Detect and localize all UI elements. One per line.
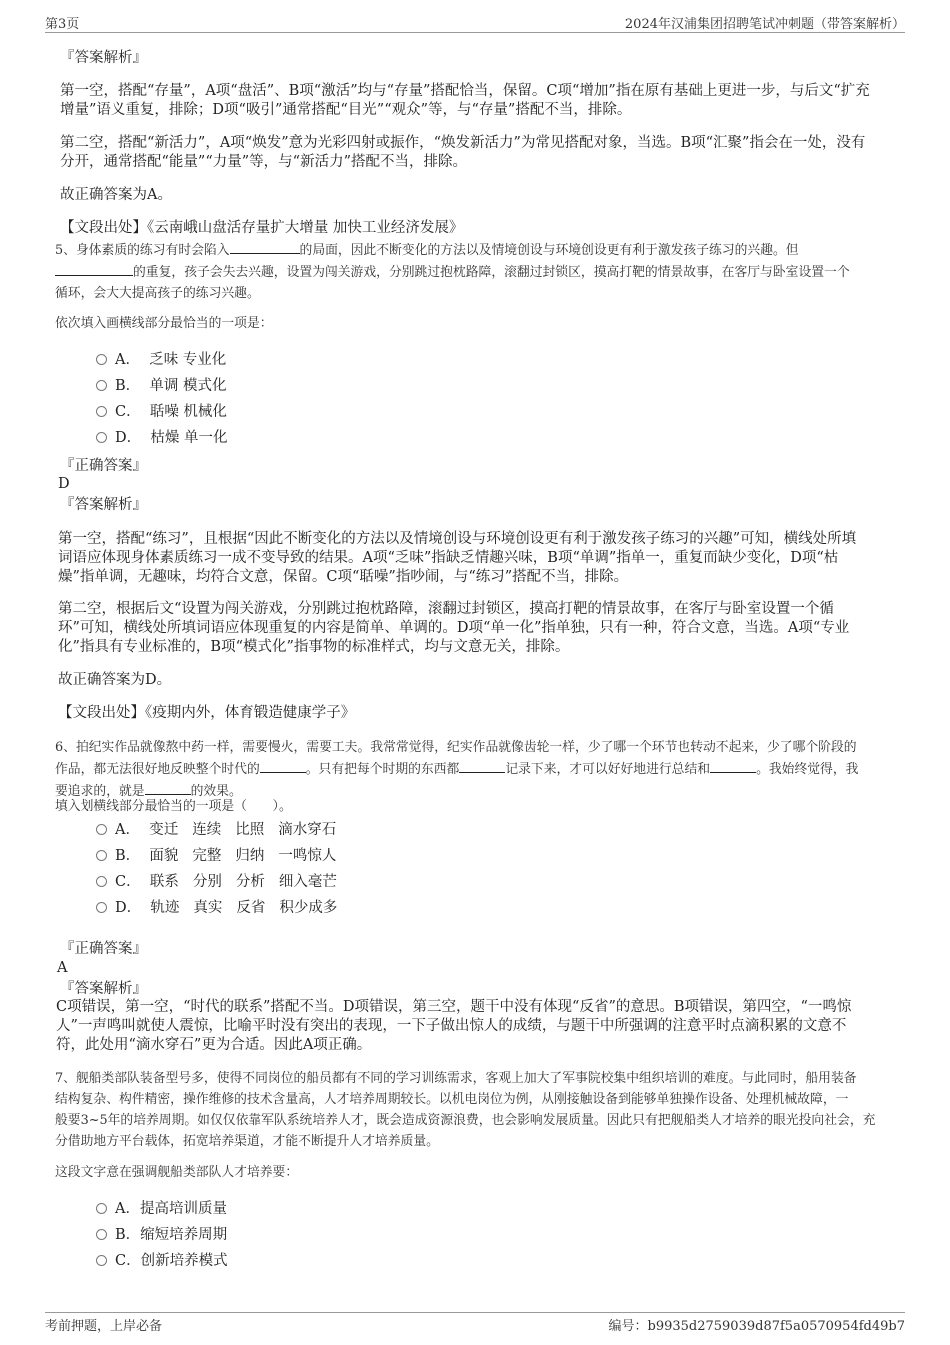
option-word: 积少成多 (279, 900, 338, 916)
option-text: 缩短培养周期 (140, 1227, 228, 1243)
q4-para1-line2: 增量”语义重复，排除；D项“吸引”通常搭配“目光”“观众”等，与“存量”搭配不当，排除。 (60, 102, 632, 118)
option-letter: B． (115, 1227, 141, 1243)
radio-icon[interactable] (96, 876, 107, 887)
q4-source: 【文段出处】《云南峨山盘活存量扩大增量 加快工业经济发展》 (60, 220, 464, 236)
q4-para1-line1: 第一空，搭配“存量”，A项“盘活”、B项“激活”均与“存量”搭配恰当，保留。C项“增加”指在原有基础上更进一步，与后文“扩充 (60, 83, 870, 99)
q6-answer: A (57, 960, 68, 976)
q5-analysis-para2 (58, 600, 898, 657)
q5-para1-line2: 词语应体现身体素质练习一成不变导致的结果。A项“乏味”指缺乏情趣兴味，B项“单调”指单一，重复而缺少变化，D项“枯 (58, 550, 839, 566)
q5-option-c[interactable] (96, 402, 227, 422)
q5-l1-b: 的局面，因此不断变化的方法以及情境创设与环境创设更有利于激发孩子练习的兴趣。但 (299, 243, 799, 258)
option-word: 完整 (192, 848, 222, 864)
q5-analysis-tag: 『答案解析』 (60, 497, 147, 513)
q5-para2-line1: 第二空，根据后文“设置为闯关游戏，分别跳过抱枕路障，滚翻过封锁区，摸高打靶的情景故事，在客厅与卧室设置一个循 (58, 601, 834, 617)
q6-answer-tag: 『正确答案』 (60, 941, 147, 957)
option-letter: B． (115, 848, 141, 864)
q6-l3-b: 的效果。 (190, 784, 242, 799)
q5-para2-line2: 环”可知，横线处所填词语应体现重复的内容是简单、单调的。D项“单一化”指单独，只有一种，符合文意，当选。A项“专业 (58, 620, 850, 636)
option-letter: A． (115, 1201, 140, 1217)
option-text: 聒噪 机械化 (149, 404, 227, 420)
page-number: 第3页 (45, 17, 80, 32)
q6-analysis-line1: C项错误，第一空，“时代的联系”搭配不当。D项错误，第三空，题干中没有体现“反省”的意思。B项错误，第四空，“一鸣惊 (56, 999, 852, 1015)
option-word: 反省 (236, 900, 266, 916)
q6-stem (55, 737, 905, 802)
option-word: 一鸣惊人 (278, 848, 337, 864)
radio-icon[interactable] (96, 824, 107, 835)
q5-conclusion: 故正确答案为D。 (58, 672, 172, 688)
q6-blank-2 (459, 758, 505, 773)
footer-slogan: 考前押题，上岸必备 (45, 1319, 163, 1334)
option-word: 面貌 (149, 848, 179, 864)
q7-prompt: 这段文字意在强调舰船类部队人才培养要： (55, 1165, 299, 1180)
q6-line1: 6、拍纪实作品就像熬中药一样，需要慢火，需要工夫。我常常觉得，纪实作品就像齿轮一样，少了哪一个环节也转动不起来，少了哪个阶段的 (55, 740, 857, 755)
q5-para1-line3: 燥”指单调，无趣味，均符合文意，保留。C项“聒噪”指吵闹，与“练习”搭配不当，排除。 (58, 569, 629, 585)
q5-l1-a: 5、身体素质的练习有时会陷入 (55, 243, 230, 258)
q5-analysis-para1 (58, 530, 898, 587)
q7-option-c[interactable] (96, 1251, 228, 1271)
q7-line4: 分借助地方平台载体，拓宽培养渠道，才能不断提升人才培养质量。 (55, 1134, 439, 1149)
q4-para2-line2: 分开，通常搭配“能量”“力量”等，与“新活力”搭配不当，排除。 (60, 154, 467, 170)
q6-blank-1 (260, 758, 306, 773)
radio-icon[interactable] (96, 354, 107, 365)
q6-option-a[interactable] (96, 820, 336, 840)
q6-analysis (56, 998, 901, 1055)
option-word: 比照 (235, 822, 265, 838)
q4-analysis-tag: 『答案解析』 (60, 50, 147, 66)
q5-blank-1 (230, 239, 300, 254)
q4-analysis-para1 (60, 82, 895, 120)
option-word: 真实 (193, 900, 223, 916)
footer-serial: 编号：b9935d2759039d87f5a0570954fd49b7 (608, 1319, 905, 1334)
q5-answer-tag: 『正确答案』 (60, 458, 147, 474)
q6-analysis-line3: 符，此处用“滴水穿石”更为合适。因此A项正确。 (56, 1037, 372, 1053)
option-word: 分析 (235, 874, 265, 890)
q5-l2: 的重复，孩子会失去兴趣，设置为闯关游戏，分别跳过抱枕路障，滚翻过封锁区，摸高打靶的情景故事，在客厅与卧室设置一个 (133, 265, 850, 280)
q4-analysis-para2 (60, 134, 895, 172)
q6-l2-d: 。我始终觉得，我 (756, 762, 859, 777)
q5-line1 (55, 239, 905, 261)
radio-icon[interactable] (96, 1255, 107, 1266)
q6-blank-3 (710, 758, 756, 773)
q6-l2-a: 作品，都无法很好地反映整个时代的 (55, 762, 260, 777)
page-header (45, 12, 905, 33)
q6-option-b[interactable] (96, 846, 336, 866)
option-letter: D． (115, 900, 142, 916)
q6-analysis-tag: 『答案解析』 (60, 981, 147, 997)
q6-blank-4 (145, 780, 191, 795)
q6-l2-c: 记录下来，才可以好好地进行总结和 (505, 762, 711, 777)
q5-prompt: 依次填入画横线部分最恰当的一项是： (55, 316, 273, 331)
option-word: 细入毫芒 (278, 874, 337, 890)
radio-icon[interactable] (96, 406, 107, 417)
q6-l3-a: 要追求的，就是 (55, 784, 145, 799)
q5-line3: 循环，会大大提高孩子的练习兴趣。 (55, 286, 260, 301)
q5-para2-line3: 化”指具有专业标准的，B项“模式化”指事物的标准样式，均与文意无关，排除。 (58, 639, 570, 655)
option-text: 创新培养模式 (140, 1253, 228, 1269)
option-letter: B． (115, 378, 141, 394)
radio-icon[interactable] (96, 432, 107, 443)
option-text: 乏味 专业化 (149, 352, 227, 368)
option-text: 单调 模式化 (149, 378, 227, 394)
q7-line1: 7、舰船类部队装备型号多，使得不同岗位的船员都有不同的学习训练需求，客观上加大了军事院校集中组织培训的难度。与此同时，船用装备 (55, 1071, 857, 1086)
option-word: 分别 (192, 874, 222, 890)
option-word: 滴水穿石 (278, 822, 337, 838)
document-title: 2024年汉浦集团招聘笔试冲刺题（带答案解析） (624, 17, 905, 32)
option-text: 枯燥 单一化 (150, 430, 228, 446)
radio-icon[interactable] (96, 902, 107, 913)
q7-line2: 结构复杂、构件精密，操作维修的技术含量高，人才培养周期较长。以机电岗位为例，从刚接触设备到能够单独操作设备、处理机械故障，一 (55, 1092, 849, 1107)
option-text: 提高培训质量 (139, 1201, 227, 1217)
page-footer (45, 1312, 905, 1333)
option-letter: C． (115, 404, 141, 420)
q7-option-b[interactable] (96, 1225, 227, 1245)
q5-option-d[interactable] (96, 428, 227, 448)
option-word: 变迁 (149, 822, 179, 838)
q5-source: 【文段出处】《疫期内外，体育锻造健康学子》 (58, 705, 356, 721)
q5-answer: D (58, 476, 70, 492)
option-letter: A． (115, 822, 140, 838)
radio-icon[interactable] (96, 1203, 107, 1214)
q6-l2-b: 。只有把每个时期的东西都 (305, 762, 460, 777)
q4-conclusion: 故正确答案为A。 (60, 187, 172, 203)
radio-icon[interactable] (96, 1229, 107, 1240)
option-word: 联系 (149, 874, 179, 890)
q5-stem (55, 239, 905, 304)
radio-icon[interactable] (96, 850, 107, 861)
q6-analysis-line2: 人”一声鸣叫就使人震惊，比喻平时没有突出的表现，一下子做出惊人的成绩，与题干中所强调的注意平时点滴积累的文意不 (56, 1018, 847, 1034)
option-word: 归纳 (235, 848, 265, 864)
option-word: 轨迹 (150, 900, 180, 916)
option-word: 连续 (192, 822, 222, 838)
option-letter: C． (115, 1253, 141, 1269)
q5-option-a[interactable] (96, 350, 226, 370)
q5-para1-line1: 第一空，搭配“练习”，且根据“因此不断变化的方法以及情境创设与环境创设更有利于激发孩子练习的兴趣”可知，横线处所填 (58, 531, 857, 547)
q7-stem (55, 1068, 905, 1152)
q5-line2 (55, 261, 905, 283)
q6-line2 (55, 758, 905, 780)
radio-icon[interactable] (96, 380, 107, 391)
q7-option-a[interactable] (96, 1199, 227, 1219)
q5-blank-2 (55, 261, 133, 276)
q5-option-b[interactable] (96, 376, 226, 396)
q6-prompt: 填入划横线部分最恰当的一项是（ ）。 (55, 799, 292, 814)
q7-line3: 般要3~5年的培养周期。如仅仅依靠军队系统培养人才，既会造成资源浪费，也会影响发展质量。因此只有把舰船类人才培养的眼光投向社会，充 (55, 1113, 876, 1128)
option-letter: D． (115, 430, 142, 446)
option-letter: A． (115, 352, 140, 368)
q6-option-d[interactable] (96, 898, 337, 918)
option-letter: C． (115, 874, 141, 890)
q6-option-c[interactable] (96, 872, 337, 892)
q4-para2-line1: 第二空，搭配“新活力”，A项“焕发”意为光彩四射或振作，“焕发新活力”为常见搭配对象，当选。B项“汇聚”指会在一处，没有 (60, 135, 866, 151)
